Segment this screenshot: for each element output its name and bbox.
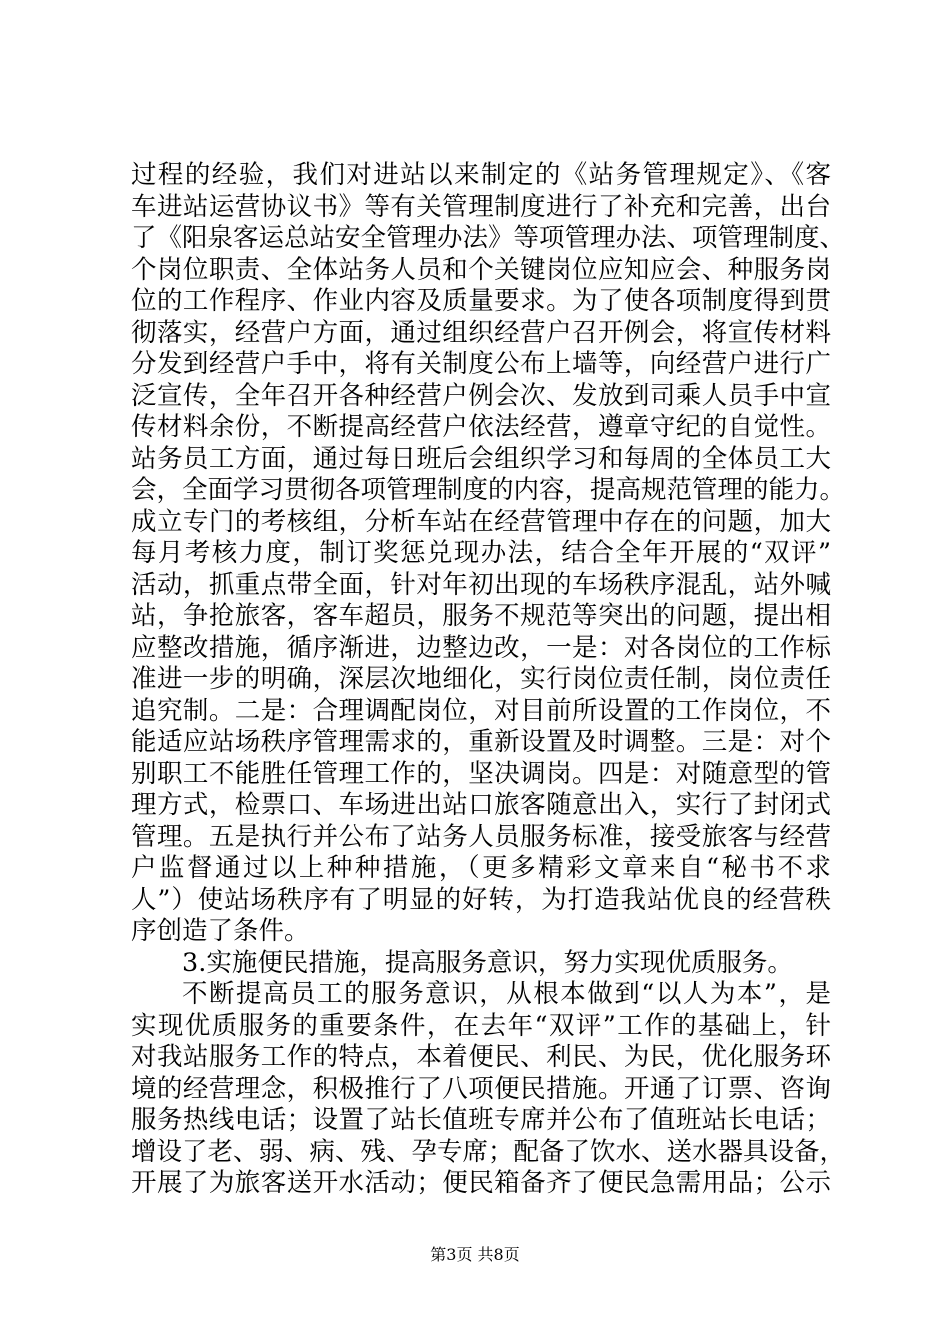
text-line: 管理。五是执行并公布了站务人员服务标准，接受旅客与经营 [131,821,831,852]
text-line: 泛宣传，全年召开各种经营户例会次、发放到司乘人员手中宣 [131,380,831,411]
text-line: 理方式，检票口、车场进出站口旅客随意出入，实行了封闭式 [131,790,831,820]
text-line: 每月考核力度，制订奖惩兑现办法，结合全年开展的“双评” [131,538,831,568]
paragraph-1 [131,160,846,948]
text-line: 分发到经营户手中，将有关制度公布上墙等，向经营户进行广 [131,349,831,379]
text-line: 站，争抢旅客，客车超员，服务不规范等突出的问题，提出相 [131,601,831,631]
text-line: 传材料余份，不断提高经营户依法经营，遵章守纪的自觉性。 [131,412,831,442]
text-line: 别职工不能胜任管理工作的，坚决调岗。四是：对随意型的管 [131,758,831,789]
text-line: 活动，抓重点带全面，针对年初出现的车场秩序混乱，站外喊 [131,569,831,600]
text-line: 应整改措施，循序渐进，边整边改，一是：对各岗位的工作标 [131,632,831,663]
text-line: 增设了老、弱、病、残、孕专席；配备了饮水、送水器具设备， [131,1136,846,1167]
document-body [131,160,846,1200]
text-line: 追究制。二是：合理调配岗位，对目前所设置的工作岗位，不 [131,695,831,726]
text-line: 序创造了条件。 [131,916,310,946]
text-line: 服务热线电话；设置了站长值班专席并公布了值班站长电话； [131,1105,831,1135]
text-line: 过程的经验，我们对进站以来制定的《站务管理规定》、《客 [131,160,831,190]
text-line: 了《阳泉客运总站安全管理办法》等项管理办法、项管理制度、 [131,223,846,253]
text-line: 位的工作程序、作业内容及质量要求。为了使各项制度得到贯 [131,286,831,316]
text-line: 户监督通过以上种种措施，（更多精彩文章来自“秘书不求 [131,853,831,883]
page-number-footer: 第3页 共8页 [430,1245,520,1264]
text-line: 境的经营理念，积极推行了八项便民措施。开通了订票、咨询 [131,1073,831,1104]
text-line: 实现优质服务的重要条件，在去年“双评”工作的基础上，针 [131,1010,831,1041]
text-line: 人”）使站场秩序有了明显的好转，为打造我站优良的经营秩 [131,884,831,915]
text-line: 开展了为旅客送开水活动；便民箱备齐了便民急需用品；公示 [131,1168,831,1198]
paragraph-2 [131,979,846,1200]
text-line: 准进一步的明确，深层次地细化，实行岗位责任制，岗位责任 [131,664,831,694]
text-line: 车进站运营协议书》等有关管理制度进行了补充和完善，出台 [131,191,831,222]
text-line: 个岗位职责、全体站务人员和个关键岗位应知应会、种服务岗 [131,254,831,285]
text-line: 对我站服务工作的特点，本着便民、利民、为民，优化服务环 [131,1042,831,1072]
text-line: 站务员工方面，通过每日班后会组织学习和每周的全体员工大 [131,443,831,474]
section-heading-3 [131,948,831,980]
text-line: 不断提高员工的服务意识，从根本做到“以人为本”，是 [182,979,831,1009]
text-line: 会，全面学习贯彻各项管理制度的内容，提高规范管理的能力。 [131,475,846,505]
text-line: 彻落实，经营户方面，通过组织经营户召开例会，将宣传材料 [131,317,831,348]
text-line: 成立专门的考核组，分析车站在经营管理中存在的问题，加大 [131,506,831,537]
text-line: 能适应站场秩序管理需求的，重新设置及时调整。三是：对个 [131,727,831,757]
section-heading-text: 3.实施便民措施，提高服务意识，努力实现优质服务。 [182,947,793,978]
